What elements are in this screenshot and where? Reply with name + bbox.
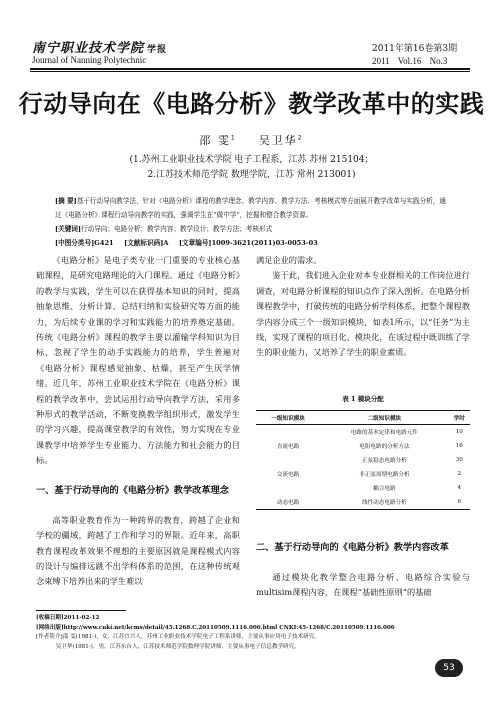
footnote-rule — [36, 610, 126, 611]
table-row — [256, 439, 470, 453]
affiliation-2: 2.江苏技术师范学院 数理学院，江苏 常州 213001) — [147, 170, 356, 180]
table-header: 二级知识模块 — [320, 411, 448, 425]
section-1-heading: 一、基于行动导向的《电路分析》教学改革理念 — [36, 484, 229, 496]
table-cell: 16 — [455, 443, 463, 449]
author-2-sup: 2 — [297, 134, 304, 142]
article-id-value: 1009-3621(2011)03-0053-03 — [211, 239, 318, 247]
article-id-label: [文章编号] — [178, 239, 212, 247]
table-header: 一级知识模块 — [256, 411, 320, 425]
table-cell: 直流电路 — [276, 444, 300, 450]
table-cell: 2 — [457, 471, 462, 477]
doc-code-label: [文献标识码] — [124, 239, 164, 247]
left-column — [36, 253, 240, 590]
table-cell: 电阻电路的分析方法 — [359, 444, 410, 450]
table-cell: 交流电路 — [276, 472, 300, 478]
journal-name-cn: 南宁职业技术学院 学报 — [32, 41, 168, 56]
section-1-paragraph: 高等职业教育作为一种跨界的教育，跨越了企业和学校的疆域，跨越了工作和学习的界限。近年来，高职教育课程改革效果不理想的主要原因就是课程模式内容的设计与编排远跳不出学科体系的范围，在这种传统观念束缚下培养出来的学生难以 — [36, 514, 240, 587]
issue-cn: 2011年第16卷第3期 — [372, 44, 458, 54]
table-cell: 线性动态电路分析 — [320, 495, 448, 510]
abstract-label: [摘 要] — [55, 197, 77, 205]
clc-label: [中图分类号] — [55, 239, 95, 247]
table-cell: 30 — [455, 457, 463, 463]
table-cell: 电路的基本定律和电路元件 — [350, 430, 418, 436]
right-paragraph-1: 满足企业的需求。 — [256, 255, 322, 265]
table-row — [256, 495, 470, 510]
author-bio-2: 吴卫华(1981-)，男，江苏东台人，江苏技术师范学院数理学院讲师，主要从事电子信息教学研究。 — [55, 643, 300, 650]
author-1-sup: 1 — [230, 134, 237, 142]
table-row — [256, 425, 470, 440]
right-column — [256, 253, 470, 361]
issue-en: 2011 Vol.16 No.3 — [372, 56, 448, 66]
classification — [55, 236, 450, 250]
right-column-bottom — [256, 540, 470, 601]
section-2-heading: 二、基于行动导向的《电路分析》教学内容改革 — [256, 542, 449, 553]
section-2-paragraph: 通过模块化教学整合电路分析、电路综合实验与multisim课程内容，在课程“基础性原则”的基础 — [256, 572, 470, 598]
table-row — [256, 453, 470, 467]
table-cell — [256, 481, 320, 495]
intro-paragraph: 《电路分析》是电子类专业一门重要的专业核心基础课程，是研究电路理论的入门课程。通过《电路分析》的教学与实践，学生可以在获得基本知识的同时，提高抽象思维、分析计算、总结归纳和实验研究等方面的能力，为后续专业课的学习和实践能力的培养奠定基础。传统《电路分析》课程的教学主要以灌输学科知识为目标，忽视了学生的动手实践能力的培养，学生普遍对《电路分析》课程感觉抽象、枯燥，甚至产生厌学情绪。近几年，苏州工业职业技术学院在《电路分析》课程的教学改革中，尝试运用行动导向教学方法，采用多种形式的教学活动，不断变换教学组织形式，激发学生的学习兴趣，提高课堂教学的有效性，努力实现在专业课教学中培养学生专业能力、方法能力和社会能力的目标。 — [36, 255, 240, 466]
page-number: 53 — [435, 659, 463, 677]
table-caption: 表 1 模块分配 — [342, 395, 384, 403]
header-rule — [30, 68, 470, 70]
author-line — [0, 132, 503, 148]
module-table — [256, 410, 470, 510]
affiliations — [0, 153, 503, 183]
abstract-text: 基于行动导向教学法，针对《电路分析》课程的教学理念、教学内容、教学方法、考核模式等方面展开教学改革与实践分析，通过《电路分析》课程行动导向教学的实践，强调学生在“做中学”，挖掘和整合教学资源。 — [55, 197, 446, 219]
journal-name-en: Journal of Nanning Polytechnic — [32, 55, 147, 65]
author-1: 邵 雯 — [199, 134, 231, 147]
table-cell: 10 — [455, 429, 463, 435]
table-cell — [256, 425, 320, 440]
table-cell: 6 — [449, 495, 470, 510]
keywords — [55, 222, 450, 236]
author-bio-1: [作者简介]邵 雯(1981-)，女，江苏宜兴人，苏州工业职业技术学院电子工程系讲师，主要从事应用电子技术研究。 — [36, 634, 320, 640]
clc-value: G421 — [94, 239, 114, 247]
table-cell: 非正弦周期电路分析 — [359, 472, 410, 478]
footnotes — [36, 614, 476, 652]
table-header-row — [256, 411, 470, 425]
online-publication: [网络出版]http://www.cnki.net/kcms/detail/45.1268.C.20110509.1116.006.html CNKI:45-1268/C.20110509.1116.006 — [36, 624, 395, 631]
abstract-block — [55, 194, 450, 250]
keywords-label: [关键词] — [55, 225, 82, 233]
author-2: 吴卫华 — [258, 134, 298, 147]
table-cell: 动态电路 — [256, 495, 320, 510]
journal-name-suffix: 学报 — [147, 45, 168, 55]
affiliation-1: (1.苏州工业职业技术学院 电子工程系，江苏 苏州 215104； — [129, 155, 374, 165]
table-cell: 耦合电路 — [373, 486, 396, 492]
doc-code-value: A — [163, 239, 169, 247]
table-row — [256, 467, 470, 481]
table-cell — [256, 453, 320, 467]
table-header: 学时 — [449, 411, 470, 425]
header-rule-thin — [30, 71, 470, 72]
right-paragraph-2: 鉴于此，我们进入企业对本专业群相关的工作岗位进行调查，对电路分析课程的知识点作了深入剖析。在电路分析课程教学中，打破传统的电路分析学科体系，把整个课程教学内容分成三个一级知识模块，如表1所示，以“任务”为主线，实现了课程的项目化、模块化，在该过程中既训练了学生的职业能力，又培养了学生的职业素质。 — [256, 270, 470, 358]
keywords-text: 行动导向；电路分析；教学内容；教学设计；教学方法；考核形式 — [81, 225, 273, 233]
table-cell: 正弦稳态电路分析 — [361, 458, 407, 464]
table-row — [256, 481, 470, 495]
received-date: [收稿日期]2011-02-12 — [36, 615, 100, 621]
article-title: 行动导向在《电路分析》教学改革中的实践 — [18, 90, 485, 118]
table-cell: 4 — [457, 485, 462, 491]
abstract — [55, 194, 450, 222]
